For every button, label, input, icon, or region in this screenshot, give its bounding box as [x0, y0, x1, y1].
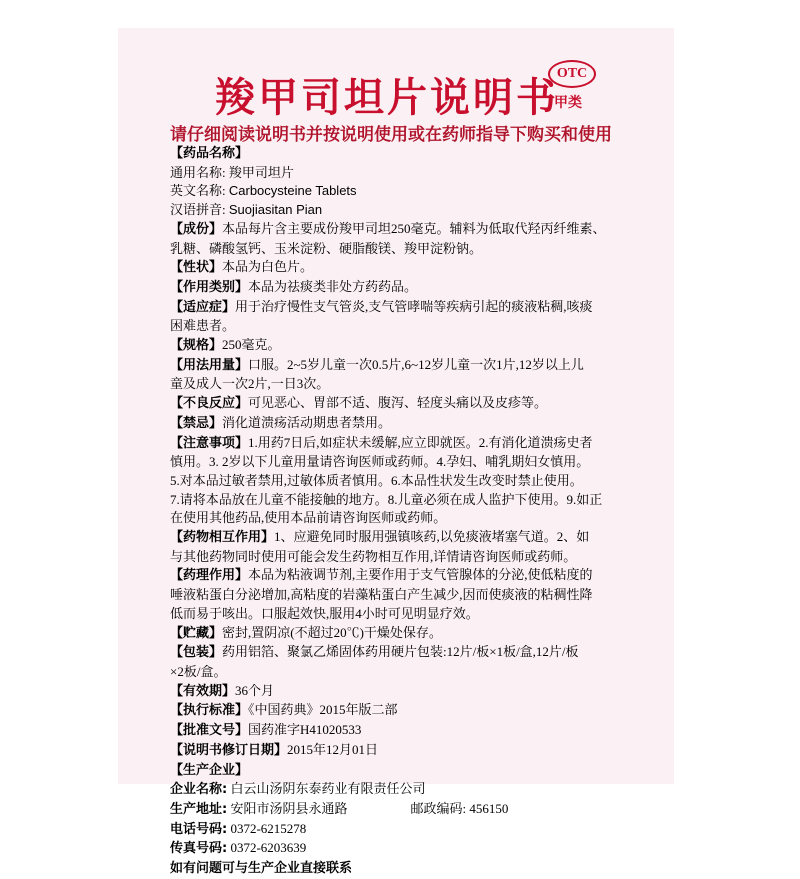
validity-section: 【有效期】36个月	[170, 682, 275, 699]
interactions-section: 【药物相互作用】1、应避免同时服用强镇咳药,以免痰液堵塞气道。2、如	[170, 529, 590, 546]
manufacturer-name-row: 企业名称: 白云山汤阴东泰药业有限责任公司	[170, 781, 426, 798]
pharmacology-line-2: 唾液粘蛋白分泌增加,高粘度的岩藻粘蛋白产生减少,因而使痰液的粘稠性降	[170, 587, 593, 603]
pharmacology-line-3: 低而易于咳出。口服起效快,服用4小时可见明显疗效。	[170, 605, 479, 621]
interactions-line-2: 与其他药物同时使用可能会发生药物相互作用,详情请咨询医师或药师。	[170, 548, 577, 564]
pharmacology-section: 【药理作用】本品为粘液调节剂,主要作用于支气管腺体的分泌,使低粘度的	[170, 567, 593, 584]
indications-line-2: 困难患者。	[170, 318, 236, 334]
precautions-line-5: 在使用其他药品,使用本品前请咨询医师或药师。	[170, 510, 447, 526]
description-section: 【性状】本品为白色片。	[170, 259, 314, 276]
ingredients-section: 【成份】本品每片含主要成份羧甲司坦250毫克。辅料为低取代羟丙纤维素、	[170, 220, 606, 237]
drug-name-heading: 【药品名称】	[170, 146, 249, 161]
strength-section: 【规格】250毫克。	[170, 337, 281, 354]
precautions-line-2: 慎用。3. 2岁以下儿童用量请咨询医师或药师。4.孕妇、哺乳期妇女慎用。	[170, 454, 590, 470]
packaging-section: 【包装】药用铝箔、聚氯乙烯固体药用硬片包装:12片/板×1板/盒,12片/板	[170, 644, 579, 661]
otc-badge: OTC	[548, 60, 596, 88]
manufacturer-fax-row: 传真号码: 0372-6203639	[170, 840, 307, 857]
precautions-section: 【注意事项】1.用药7日后,如症状未缓解,应立即就医。2.有消化道溃疡史者	[170, 434, 593, 451]
adverse-reactions-section: 【不良反应】可见恶心、胃部不适、腹泻、轻度头痛以及皮疹等。	[170, 395, 548, 412]
storage-section: 【贮藏】密封,置阴凉(不超过20℃)干燥处保存。	[170, 624, 442, 641]
generic-name-row: 通用名称: 羧甲司坦片	[170, 164, 294, 180]
manufacturer-heading: 【生产企业】	[170, 762, 249, 778]
contact-note: 如有问题可与生产企业直接联系	[170, 861, 353, 877]
contraindications-section: 【禁忌】消化道溃疡活动期患者禁用。	[170, 414, 392, 431]
dosage-line-2: 童及成人一次2片,一日3次。	[170, 376, 330, 392]
precautions-line-4: 7.请将本品放在儿童不能接触的地方。8.儿童必须在成人监护下使用。9.如正	[170, 491, 603, 507]
usage-warning: 请仔细阅读说明书并按说明使用或在药师指导下购买和使用	[170, 125, 612, 145]
precautions-line-3: 5.对本品过敏者禁用,过敏体质者慎用。6.本品性状发生改变时禁止使用。	[170, 472, 583, 488]
revision-date-section: 【说明书修订日期】2015年12月01日	[170, 741, 379, 758]
packaging-line-2: ×2板/盒。	[170, 663, 227, 679]
indications-section: 【适应症】用于治疗慢性支气管炎,支气管哮喘等疾病引起的痰液粘稠,咳痰	[170, 298, 593, 315]
english-name-row: 英文名称: Carbocysteine Tablets	[170, 183, 357, 199]
standard-section: 【执行标准】《中国药典》2015年版二部	[170, 702, 398, 719]
manufacturer-address-row: 生产地址: 安阳市汤阴县永通路 邮政编码: 456150	[170, 800, 509, 817]
document-title: 羧甲司坦片说明书	[215, 75, 559, 121]
ingredients-line-2: 乳糖、磷酸氢钙、玉米淀粉、硬脂酸镁、羧甲淀粉钠。	[170, 240, 483, 256]
insert-body	[170, 144, 632, 879]
otc-category-label: 甲类	[554, 95, 582, 111]
approval-section: 【批准文号】国药准字H41020533	[170, 722, 362, 739]
pinyin-name-row: 汉语拼音: Suojiasitan Pian	[170, 202, 323, 218]
category-section: 【作用类别】本品为祛痰类非处方药药品。	[170, 278, 418, 295]
dosage-section: 【用法用量】口服。2~5岁儿童一次0.5片,6~12岁儿童一次1片,12岁以上儿	[170, 356, 584, 373]
manufacturer-phone-row: 电话号码: 0372-6215278	[170, 820, 307, 837]
